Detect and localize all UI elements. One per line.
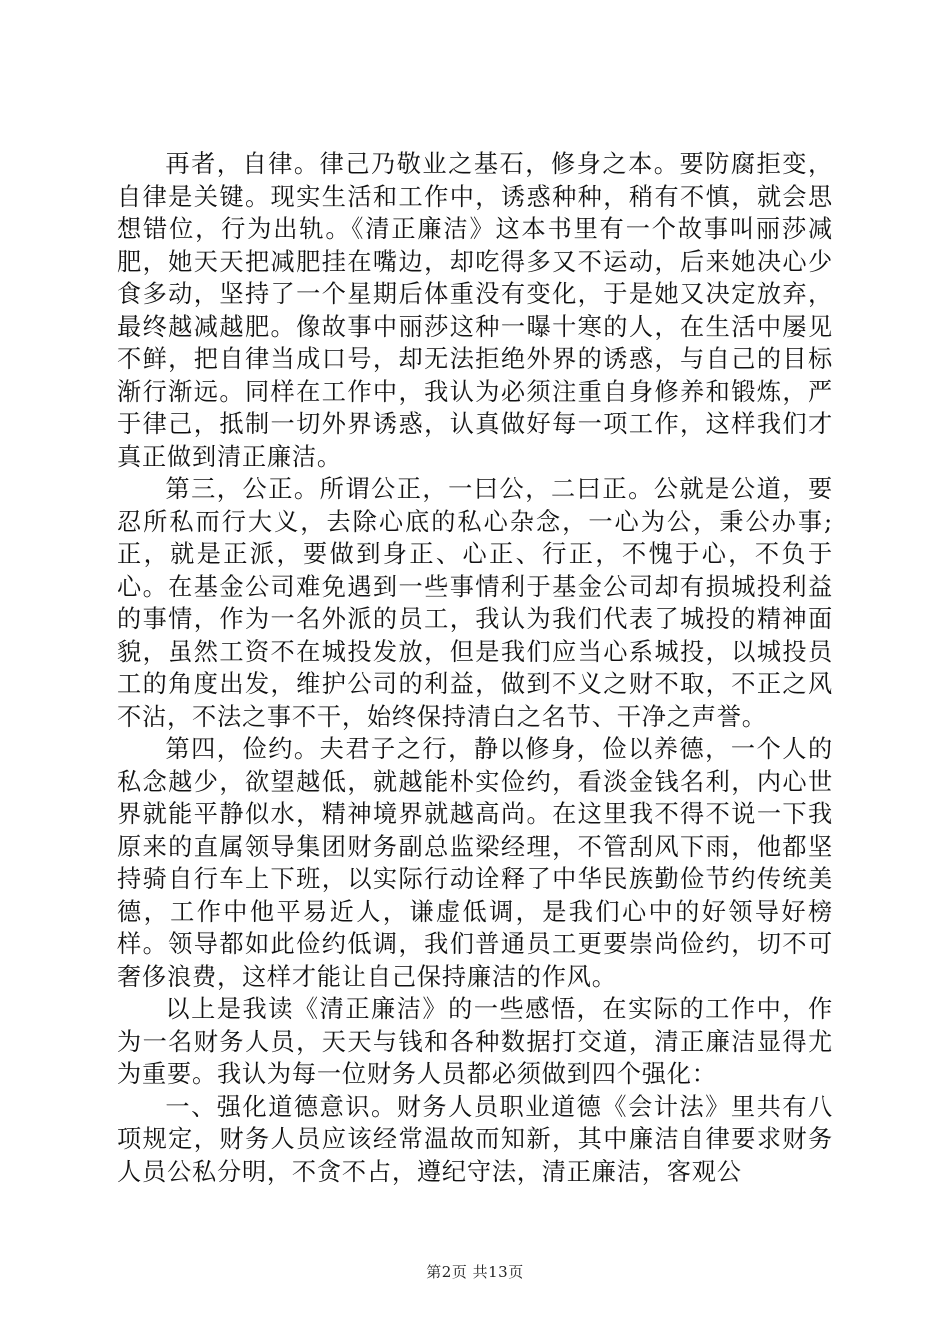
document-body	[117, 148, 833, 1188]
paragraph-frugality: 第四，俭约。夫君子之行，静以修身，俭以养德，一个人的私念越少，欲望越低，就越能朴实俭约，看淡金钱名利，内心世界就能平静似水，精神境界就越高尚。在这里我不得不说一下我原来的直属领导集团财务副总监梁经理，不管刮风下雨，他都坚持骑自行车上下班，以实际行动诠释了中华民族勤俭节约传统美德，工作中他平易近人，谦虚低调，是我们心中的好领导好榜样。领导都如此俭约低调，我们普通员工更要崇尚俭约，切不可奢侈浪费，这样才能让自己保持廉洁的作风。	[117, 735, 833, 991]
paragraph-moral-awareness: 一、强化道德意识。财务人员职业道德《会计法》里共有八项规定，财务人员应该经常温故而知新，其中廉洁自律要求财务人员公私分明，不贪不占，遵纪守法，清正廉洁，客观公	[117, 1092, 833, 1186]
paragraph-justice: 第三，公正。所谓公正，一曰公，二曰正。公就是公道，要忍所私而行大义，去除心底的私心杂念，一心为公，秉公办事;正，就是正派，要做到身正、心正、行正，不愧于心，不负于心。在基金公司难免遇到一些事情利于基金公司却有损城投利益的事情，作为一名外派的员工，我认为我们代表了城投的精神面貌，虽然工资不在城投发放，但是我们应当心系城投，以城投员工的角度出发，维护公司的利益，做到不义之财不取，不正之风不沾，不法之事不干，始终保持清白之名节、干净之声誉。	[117, 475, 833, 731]
paragraph-self-discipline: 再者，自律。律己乃敬业之基石，修身之本。要防腐拒变，自律是关键。现实生活和工作中，诱惑种种，稍有不慎，就会思想错位，行为出轨。《清正廉洁》这本书里有一个故事叫丽莎减肥，她天天把减肥挂在嘴边，却吃得多又不运动，后来她决心少食多动，坚持了一个星期后体重没有变化，于是她又决定放弃，最终越减越肥。像故事中丽莎这种一曝十寒的人，在生活中屡见不鲜，把自律当成口号，却无法拒绝外界的诱惑，与自己的目标渐行渐远。同样在工作中，我认为必须注重自身修养和锻炼，严于律己，抵制一切外界诱惑，认真做好每一项工作，这样我们才真正做到清正廉洁。	[117, 150, 833, 471]
page-footer: 第2页 共13页	[426, 1263, 524, 1281]
paragraph-summary: 以上是我读《清正廉洁》的一些感悟，在实际的工作中，作为一名财务人员，天天与钱和各种数据打交道，清正廉洁显得尤为重要。我认为每一位财务人员都必须做到四个强化：	[117, 995, 833, 1088]
